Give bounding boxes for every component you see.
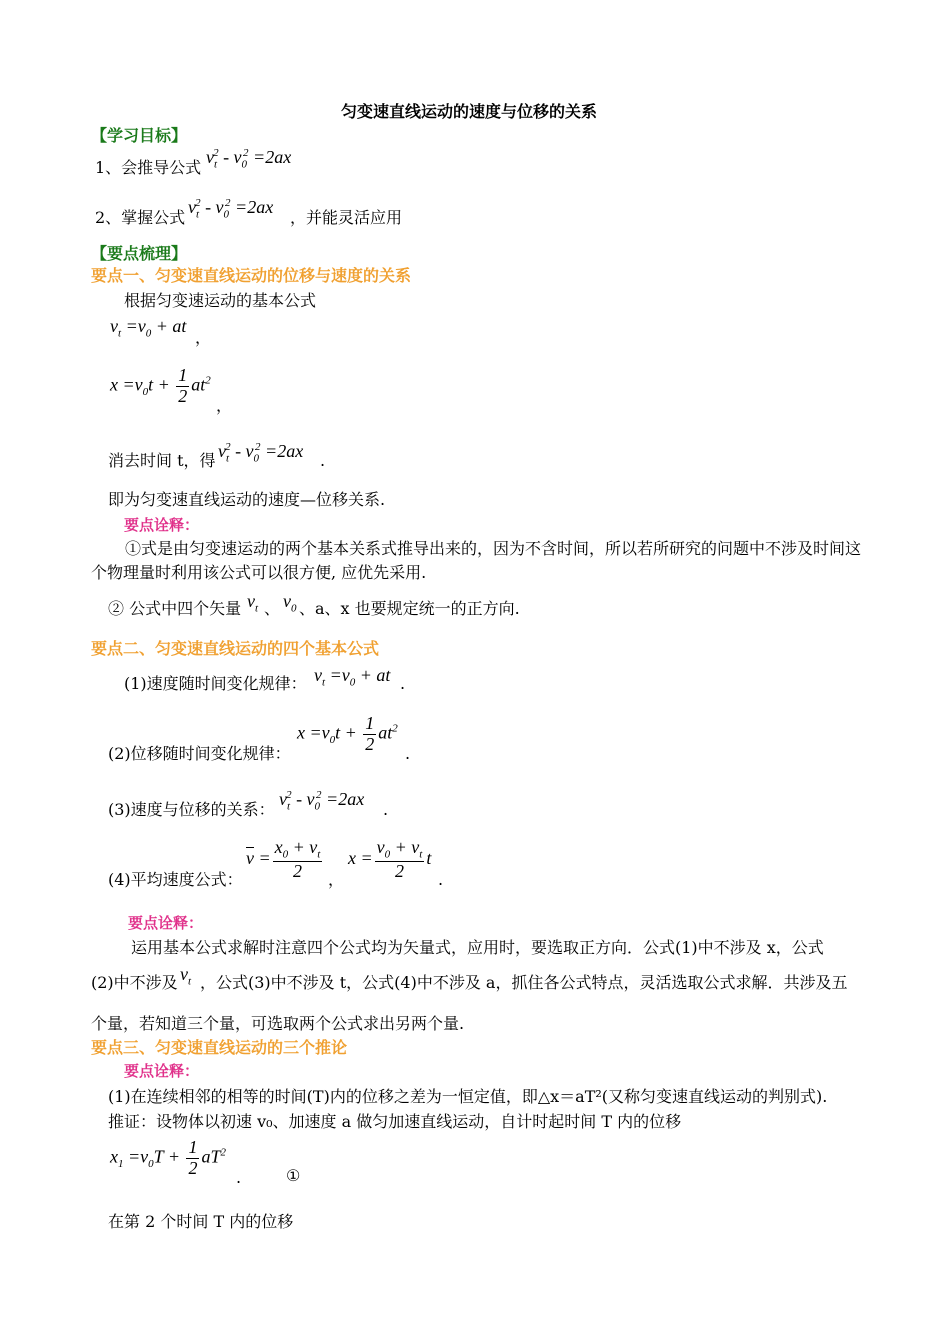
note-3-line-2a: (2)中不涉及: [91, 973, 178, 992]
note-2-suffix: 、a、x 也要规定统一的正方向.: [299, 599, 520, 618]
formula-v2-v02-2ax-goal2: $v_t^2 - v_0^2 =2ax$: [188, 197, 274, 221]
point3-heading: 要点三、匀变速直线运动的三个推论: [91, 1038, 348, 1057]
formula-4-label: (4)平均速度公式：: [108, 870, 243, 889]
formula-v2-v02-2ax: $v_t^2 - v_0^2 =2ax$: [206, 147, 292, 171]
formula-2: $x =v_0t$ + $\frac{1}{2}$ $at^2$: [297, 713, 398, 754]
formula-1: $v_t =v_0$ + at: [314, 665, 391, 689]
period-f2: .: [405, 744, 411, 763]
circle-one-marker: ①: [286, 1166, 301, 1185]
point1-intro: 根据匀变速运动的基本公式: [124, 291, 317, 310]
section-key-points: 【要点梳理】: [91, 244, 188, 263]
goal-2-suffix: ，并能灵活应用: [290, 208, 403, 227]
formula-x1: $x_1 =v_0T$ + $\frac{1}{2}$ $aT^2$: [110, 1137, 226, 1178]
formula-4a: $\overline{v}$ = $\frac{x_0 + v_t}{2}$: [246, 837, 321, 881]
formula-x-v0t-half-at2: $x =v_0t$ + $\frac{1}{2}$ $at^2$: [110, 365, 211, 406]
second-interval-text: 在第 2 个时间 T 内的位移: [108, 1212, 294, 1231]
note-1-paragraph: ①式是由匀变速运动的两个基本关系式推导出来的，因为不含时间，所以若所研究的问题中不涉及时间这个物理量时利用该公式可以很方便, 应优先采用.: [91, 539, 862, 582]
period-f4: .: [438, 870, 444, 889]
comma-2: ，: [216, 396, 233, 415]
formula-4b: x = $\frac{v_0 + v_t}{2}$ t: [348, 837, 432, 881]
symbol-vt: $v_t$: [247, 591, 259, 615]
formula-3: $v_t^2 - v_0^2 =2ax$: [279, 789, 365, 813]
formula-vt-v0-at: $v_t =v_0$ + at: [110, 316, 187, 340]
comma-1: ，: [195, 328, 212, 347]
note-label-2: 要点诠释：: [128, 914, 204, 932]
formula-derived: $v_t^2 - v_0^2 =2ax$: [218, 441, 304, 465]
formula-3-label: (3)速度与位移的关系：: [108, 800, 275, 819]
period-f3: .: [383, 800, 389, 819]
goal-1-text: 1、会推导公式: [95, 158, 202, 177]
note-3-line-1: 运用基本公式求解时注意四个公式均为矢量式，应用时，要选取正方向．公式(1)中不涉及 x，公式: [131, 938, 824, 957]
comma-f4: ，: [328, 870, 345, 889]
note-3-line-3: 个量，若知道三个量，可选取两个公式求出另两个量.: [91, 1014, 465, 1033]
symbol-vt-2: $v_t$: [180, 964, 192, 988]
period-f1: .: [400, 674, 406, 693]
note-2-prefix: ② 公式中四个矢量: [108, 599, 242, 618]
note-2-sep: 、: [264, 599, 281, 618]
section-learning-goals: 【学习目标】: [91, 126, 188, 145]
relation-text: 即为匀变速直线运动的速度—位移关系.: [108, 490, 386, 509]
page-title: 匀变速直线运动的速度与位移的关系: [341, 102, 598, 121]
proof-text: 推证：设物体以初速 v₀、加速度 a 做匀加速直线运动，自计时起时间 T 内的位移: [108, 1112, 682, 1131]
formula-2-label: (2)位移随时间变化规律：: [108, 744, 291, 763]
symbol-v0: $v_0$: [283, 591, 297, 615]
goal-2: [95, 210, 185, 226]
goal-2-text: 2、掌握公式: [95, 208, 186, 227]
inference-1: (1)在连续相邻的相等的时间(T)内的位移之差为一恒定值，即△x＝aT²(又称匀变速直线运动的判别式).: [108, 1087, 828, 1106]
point1-heading: 要点一、匀变速直线运动的位移与速度的关系: [91, 266, 412, 285]
point2-heading: 要点二、匀变速直线运动的四个基本公式: [91, 639, 380, 658]
note-label-1: 要点诠释：: [124, 516, 200, 534]
period-1: .: [320, 451, 326, 470]
period-x1: .: [236, 1168, 242, 1187]
eliminate-text: 消去时间 t，得: [108, 451, 216, 470]
note-label-3: 要点诠释：: [124, 1062, 200, 1080]
goal-1: [95, 160, 201, 176]
note-3-line-2b: ，公式(3)中不涉及 t，公式(4)中不涉及 a，抓住各公式特点，灵活选取公式求解．共涉及五: [200, 973, 848, 992]
formula-1-label: (1)速度随时间变化规律：: [124, 674, 307, 693]
